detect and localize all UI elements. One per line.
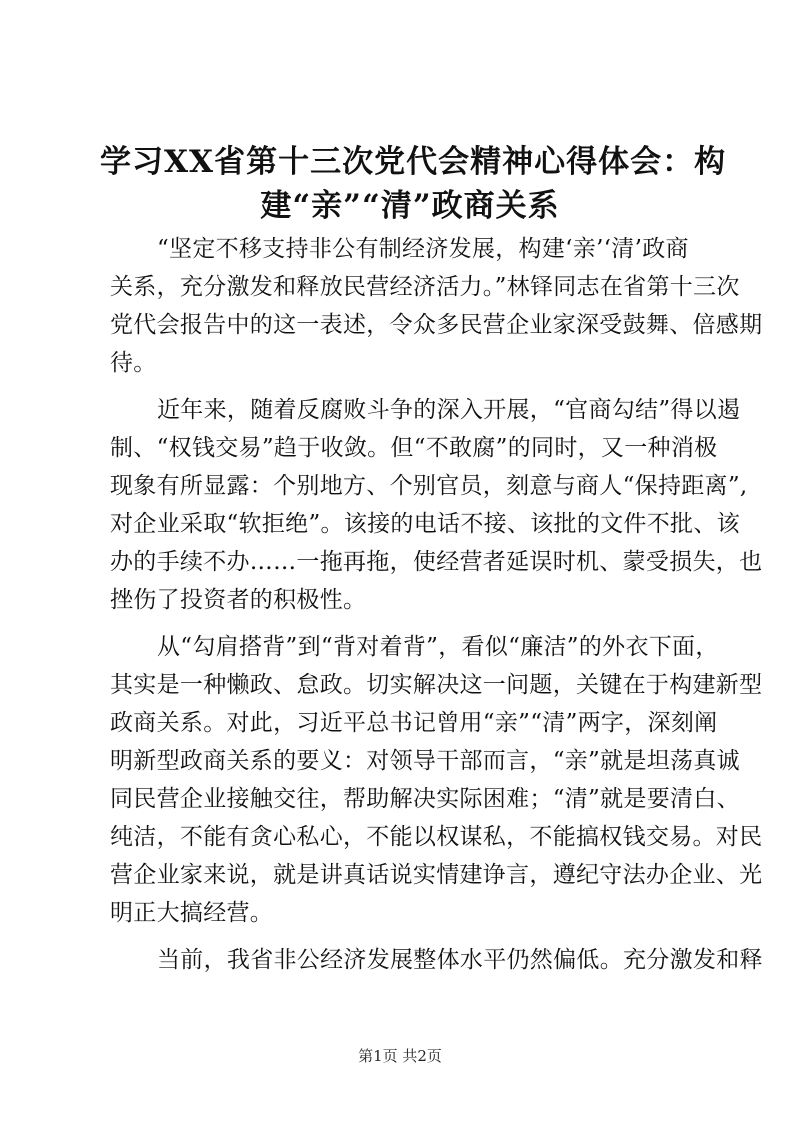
- title-line: 建“亲”“清”政商关系: [260, 188, 560, 224]
- paragraph-line: 挫伤了投资者的积极性。: [110, 587, 367, 613]
- document-body: [110, 230, 763, 979]
- paragraph-line: 其实是一种懒政、怠政。切实解决这一问题，关键在于构建新型: [110, 672, 763, 698]
- paragraph: [110, 941, 763, 979]
- paragraph-line: 从“勾肩搭背”到“背对着背”，看似“廉洁”的外衣下面，: [157, 634, 719, 660]
- paragraph-line: 营企业家来说，就是讲真话说实情建诤言，遵纪守法办企业、光: [110, 862, 763, 888]
- paragraph: [110, 230, 763, 382]
- paragraph-line: “坚定不移支持非公有制经济发展，构建‘亲’‘清’政商: [157, 236, 689, 262]
- paragraph-line: 制、“权钱交易”趋于收敛。但“不敢腐”的同时，又一种消极: [110, 435, 718, 461]
- paragraph-line: 办的手续不办……一拖再拖，使经营者延误时机、蒙受损失，也: [110, 549, 763, 575]
- paragraph-line: 现象有所显露：个别地方、个别官员，刻意与商人“保持距离”,: [110, 473, 748, 499]
- document-title: [100, 140, 727, 228]
- paragraph-line: 当前，我省非公经济发展整体水平仍然偏低。充分激发和释: [157, 947, 763, 973]
- page-footer: 第1页 共2页: [358, 1047, 442, 1065]
- paragraph: [110, 628, 763, 932]
- paragraph-line: 待。: [110, 350, 157, 376]
- paragraph-line: 明新型政商关系的要义：对领导干部而言，“亲”就是坦荡真诚: [110, 748, 740, 774]
- paragraph-line: 同民营企业接触交往，帮助解决实际困难；“清”就是要清白、: [110, 786, 740, 812]
- paragraph-line: 党代会报告中的这一表述，令众多民营企业家深受鼓舞、倍感期: [110, 312, 763, 338]
- title-line: 学习XX省第十三次党代会精神心得体会：构: [100, 144, 727, 180]
- paragraph-line: 明正大搞经营。: [110, 900, 274, 926]
- paragraph-line: 政商关系。对此，习近平总书记曾用“亲”“清”两字，深刻阐: [110, 710, 718, 736]
- paragraph-line: 对企业采取“软拒绝”。该接的电话不接、该批的文件不批、该: [110, 511, 740, 537]
- paragraph-line: 纯洁，不能有贪心私心，不能以权谋私，不能搞权钱交易。对民: [110, 824, 763, 850]
- paragraph-line: 近年来，随着反腐败斗争的深入开展，“官商勾结”得以遏: [157, 397, 741, 423]
- paragraph-line: 关系，充分激发和释放民营经济活力。”林铎同志在省第十三次: [110, 274, 740, 300]
- paragraph: [110, 391, 763, 619]
